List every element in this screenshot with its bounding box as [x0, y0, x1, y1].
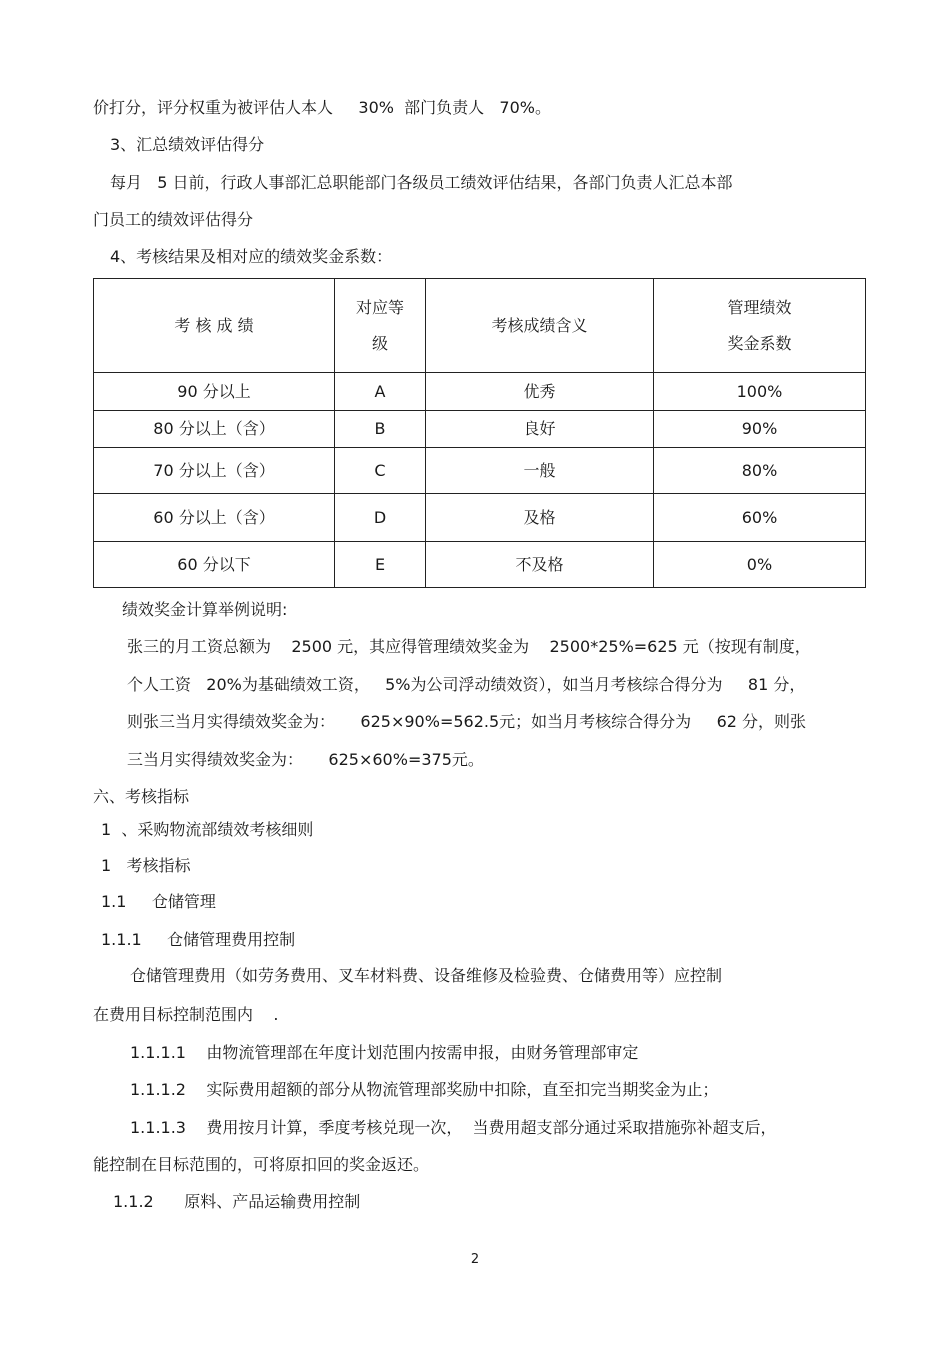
subsection-title: 1.1 仓储管理: [101, 892, 216, 911]
cell-coefficient: 0%: [654, 542, 866, 588]
table-row: [94, 542, 866, 588]
subsection-title: 1.1.2 原料、产品运输费用控制: [113, 1192, 361, 1211]
table-row: [94, 494, 866, 542]
cell-meaning: 良好: [426, 411, 654, 448]
cell-coefficient: 60%: [654, 494, 866, 542]
heading-bonus-coefficient: 4、考核结果及相对应的绩效奖金系数：: [110, 247, 393, 266]
subsection-title: 1 考核指标: [101, 856, 191, 875]
paragraph-line: 仓储管理费用（如劳务费用、叉车材料费、设备维修及检验费、仓储费用等）应控制: [130, 966, 723, 985]
cell-meaning: 优秀: [426, 373, 654, 411]
example-line: 个人工资 20%为基础绩效工资， 5%为公司浮动绩效资），如当月考核综合得分为 81 分，: [127, 675, 806, 694]
section-title: 六、考核指标: [93, 787, 190, 806]
example-line: 三当月实得绩效奖金为： 625×60%=375元。: [127, 750, 484, 769]
header-meaning: 考核成绩含义: [426, 279, 654, 373]
subsection-title: 1.1.1 仓储管理费用控制: [101, 930, 296, 949]
example-line: 则张三当月实得绩效奖金为： 625×90%=562.5元；如当月考核综合得分为 62 分，则张: [127, 712, 807, 731]
example-title: 绩效奖金计算举例说明:: [122, 600, 288, 619]
example-line: 张三的月工资总额为 2500 元，其应得管理绩效奖金为 2500*25%=625 元（按现有制度，: [127, 637, 811, 656]
header-coefficient: 管理绩效 奖金系数: [654, 279, 866, 373]
clause-line: 1.1.1.1 由物流管理部在年度计划范围内按需申报，由财务管理部审定: [130, 1043, 639, 1062]
table-row: [94, 448, 866, 494]
table-row: [94, 373, 866, 411]
cell-coefficient: 90%: [654, 411, 866, 448]
table-header-row: [94, 279, 866, 373]
header-score: 考 核 成 绩: [94, 279, 335, 373]
cell-score: 60 分以上（含）: [94, 494, 335, 542]
cell-grade: A: [335, 373, 426, 411]
clause-line: 1.1.1.2 实际费用超额的部分从物流管理部奖励中扣除，直至扣完当期奖金为止；: [130, 1080, 719, 1099]
cell-score: 80 分以上（含）: [94, 411, 335, 448]
cell-coefficient: 80%: [654, 448, 866, 494]
clause-line: 能控制在目标范围的，可将原扣回的奖金返还。: [93, 1155, 430, 1174]
cell-score: 90 分以上: [94, 373, 335, 411]
page-number: 2: [470, 1252, 480, 1267]
paragraph-line: 每月 5 日前，行政人事部汇总职能部门各级员工绩效评估结果，各部门负责人汇总本部: [110, 173, 733, 192]
cell-meaning: 一般: [426, 448, 654, 494]
heading-summary-score: 3、汇总绩效评估得分: [110, 135, 265, 154]
paragraph-line: 门员工的绩效评估得分: [93, 210, 254, 229]
grade-coefficient-table: [93, 278, 866, 588]
cell-score: 70 分以上（含）: [94, 448, 335, 494]
cell-score: 60 分以下: [94, 542, 335, 588]
cell-meaning: 不及格: [426, 542, 654, 588]
cell-grade: B: [335, 411, 426, 448]
paragraph-line: 在费用目标控制范围内 .: [93, 1005, 279, 1024]
cell-grade: E: [335, 542, 426, 588]
table-row: [94, 411, 866, 448]
clause-line: 1.1.1.3 费用按月计算，季度考核兑现一次， 当费用超支部分通过采取措施弥补超支后，: [130, 1118, 777, 1137]
cell-meaning: 及格: [426, 494, 654, 542]
header-grade: 对应等 级: [335, 279, 426, 373]
subsection-title: 1 、采购物流部绩效考核细则: [101, 820, 314, 839]
cell-grade: C: [335, 448, 426, 494]
cell-grade: D: [335, 494, 426, 542]
cell-coefficient: 100%: [654, 373, 866, 411]
paragraph-line: 价打分，评分权重为被评估人本人 30% 部门负责人 70%。: [93, 98, 551, 117]
